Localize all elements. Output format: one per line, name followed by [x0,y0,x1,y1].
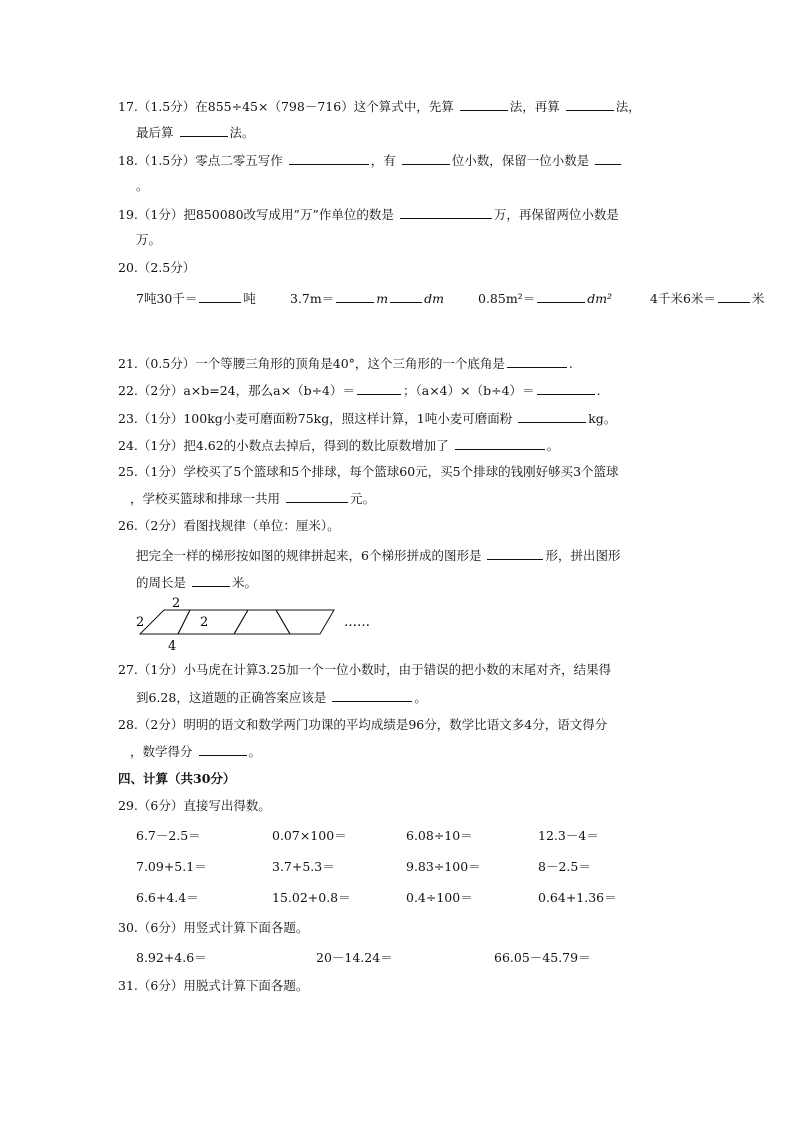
figure-label-left: 2 [136,615,145,630]
q19-blank-1[interactable] [400,206,492,219]
q20-part1 [136,290,256,307]
q28-line2 [130,743,261,760]
q26-line1: 26.（2分）看图找规律（单位：厘米）。 [118,518,340,533]
q20-p2-text-a: 3.7m＝ [290,291,335,306]
q17-text-a: 17.（1.5分）在855÷45×（798－716）这个算式中，先算 [118,99,454,114]
q28-text-a: 28.（2分）明明的语文和数学两门功课的平均成绩是96分，数学比语文多4分，语文得分 [118,717,608,732]
trapezoid-shape-3 [234,610,290,634]
q24-line [118,437,559,454]
q21-line [118,355,573,372]
q20-p1-text-a: 7吨30千＝ [136,291,198,306]
q27-text-a: 27.（1分）小马虎在计算3.25加一个一位小数时，由于错误的把小数的末尾对齐，结果得 [118,662,612,677]
q20-part2 [290,290,444,307]
q29-item-3: 6.08÷10＝ [406,828,473,843]
q25-text-a: 25.（1分）学校买了5个篮球和5个排球，每个篮球60元，买5个排球的钱刚好够买3个篮球 [118,464,619,479]
q26-text-c: 形，拼出图形 [545,548,621,563]
trapezoid-figure [130,594,390,654]
q29-item-9: 6.6+4.4＝ [136,890,199,905]
q22-text-b: ；（a×4）×（b÷4）＝ [403,383,535,398]
q26-blank-1[interactable] [487,547,543,560]
q25-line2 [130,490,375,507]
q27-text-b: 到6.28，这道题的正确答案应该是 [136,690,327,705]
q19-text-c: 万。 [136,232,162,247]
q29-item-8: 8－2.5＝ [538,859,591,874]
q29-item-6: 3.7+5.3＝ [272,859,335,874]
q18-text-b: ，有 [370,153,396,168]
q26-text-d: 的周长是 [136,575,187,590]
q26-blank-2[interactable] [192,574,230,587]
q23-text-b: kg。 [588,411,617,426]
q20-p2-blank-2[interactable] [390,290,422,303]
q19-text-a: 19.（1分）把850080改写成用”万”作单位的数是 [118,207,394,222]
q28-text-c: 。 [248,744,262,759]
q22-text-a: 22.（2分）a×b=24，那么a×（b÷4）＝ [118,383,355,398]
q29-head: 29.（6分）直接写出得数。 [118,798,271,813]
q30-head: 30.（6分）用竖式计算下面各题。 [118,920,309,935]
q29-item-5: 7.09+5.1＝ [136,859,207,874]
q22-text-c: . [596,383,601,398]
figure-label-inner: 2 [200,615,209,630]
q22-blank-1[interactable] [357,382,401,395]
q31-head: 31.（6分）用脱式计算下面各题。 [118,978,309,993]
q17-blank-3[interactable] [180,124,228,137]
q17-line2 [136,124,255,141]
q20-p2-blank-1[interactable] [336,290,374,303]
q24-blank[interactable] [455,437,545,450]
q20-p3-text-a: 0.85m²＝ [478,291,536,306]
q20-p4-text-b: 米 [751,291,765,306]
q17-blank-1[interactable] [460,98,508,111]
q28-blank[interactable] [199,743,247,756]
q19-line2 [136,232,161,248]
q20-p4-blank[interactable] [718,290,750,303]
q19-line1 [118,206,619,223]
q27-line1 [118,662,611,678]
q29-item-7: 9.83÷100＝ [406,859,481,874]
q21-text-b: . [568,356,573,371]
q23-line [118,410,616,427]
q29-item-4: 12.3－4＝ [538,828,599,843]
q21-text-a: 21.（0.5分）一个等腰三角形的顶角是40°，这个三角形的一个底角是 [118,356,505,371]
trapezoid-shape-2 [178,610,248,634]
q17-line1 [118,98,641,115]
section-4-title: 四、计算（共30分） [118,771,236,786]
q26-line2 [136,547,620,564]
q18-text-d: 。 [136,178,149,193]
q29-item-12: 0.64+1.36＝ [538,890,617,905]
figure-label-top: 2 [172,596,181,611]
q20-p1-text-b: 吨 [243,291,256,306]
q29-item-1: 6.7－2.5＝ [136,828,201,843]
q28-text-b: ，数学得分 [130,744,193,759]
q20-part4 [650,290,764,307]
q20-p3-blank[interactable] [537,290,585,303]
q22-line [118,382,601,399]
q29-item-10: 15.02+0.8＝ [272,890,351,905]
q17-text-d: 最后算 [136,125,174,140]
q18-line2 [136,178,149,194]
q17-blank-2[interactable] [566,98,614,111]
q26-text-b: 把完全一样的梯形按如图的规律拼起来，6个梯形拼成的图形是 [136,548,482,563]
q18-blank-3[interactable] [595,152,621,165]
q27-blank[interactable] [332,689,412,702]
q30-item-1: 8.92+4.6＝ [136,950,207,965]
q20-part3 [478,290,612,307]
q25-blank[interactable] [286,490,348,503]
q29-item-2: 0.07×100＝ [272,828,347,843]
q20-p1-blank[interactable] [199,290,241,303]
figure-label-bottom: 4 [168,639,177,654]
q18-text-a: 18.（1.5分）零点二零五写作 [118,153,283,168]
q23-blank[interactable] [518,410,586,423]
figure-ellipsis: …… [344,615,370,630]
q30-item-2: 20－14.24＝ [316,950,393,965]
q20-p2-text-b: m [376,291,389,306]
trapezoid-shape-4 [276,610,334,634]
q24-text-b: 。 [546,438,560,453]
q18-blank-2[interactable] [402,152,450,165]
q17-text-b: 法，再算 [509,99,560,114]
q22-blank-2[interactable] [537,382,595,395]
q26-line3 [136,574,257,591]
q19-text-b: 万，再保留两位小数是 [493,207,619,222]
q20-p2-text-c: dm [424,291,444,306]
q29-item-11: 0.4÷100＝ [406,890,473,905]
q27-line2 [136,689,427,706]
q23-text-a: 23.（1分）100kg小麦可磨面粉75kg，照这样计算，1吨小麦可磨面粉 [118,411,513,426]
q21-blank[interactable] [507,355,567,368]
q17-text-c: 法， [615,99,641,114]
q20-p3-text-b: dm² [587,291,613,306]
q25-line1 [118,464,619,480]
q20-head: 20.（2.5分） [118,260,196,275]
q24-text-a: 24.（1分）把4.62的小数点去掉后，得到的数比原数增加了 [118,438,449,453]
q28-line1 [118,717,607,733]
q17-text-e: 法。 [229,125,255,140]
q18-text-c: 位小数，保留一位小数是 [451,153,590,168]
trapezoid-shape-1 [140,610,190,634]
q20-p4-text-a: 4千米6米＝ [650,291,716,306]
q25-text-c: 元。 [350,491,376,506]
q25-text-b: ，学校买篮球和排球一共用 [130,491,281,506]
q26-text-e: 米。 [232,575,258,590]
q27-text-c: 。 [414,690,427,705]
q18-line1 [118,152,623,169]
q18-blank-1[interactable] [289,152,369,165]
q30-item-3: 66.05－45.79＝ [494,950,591,965]
